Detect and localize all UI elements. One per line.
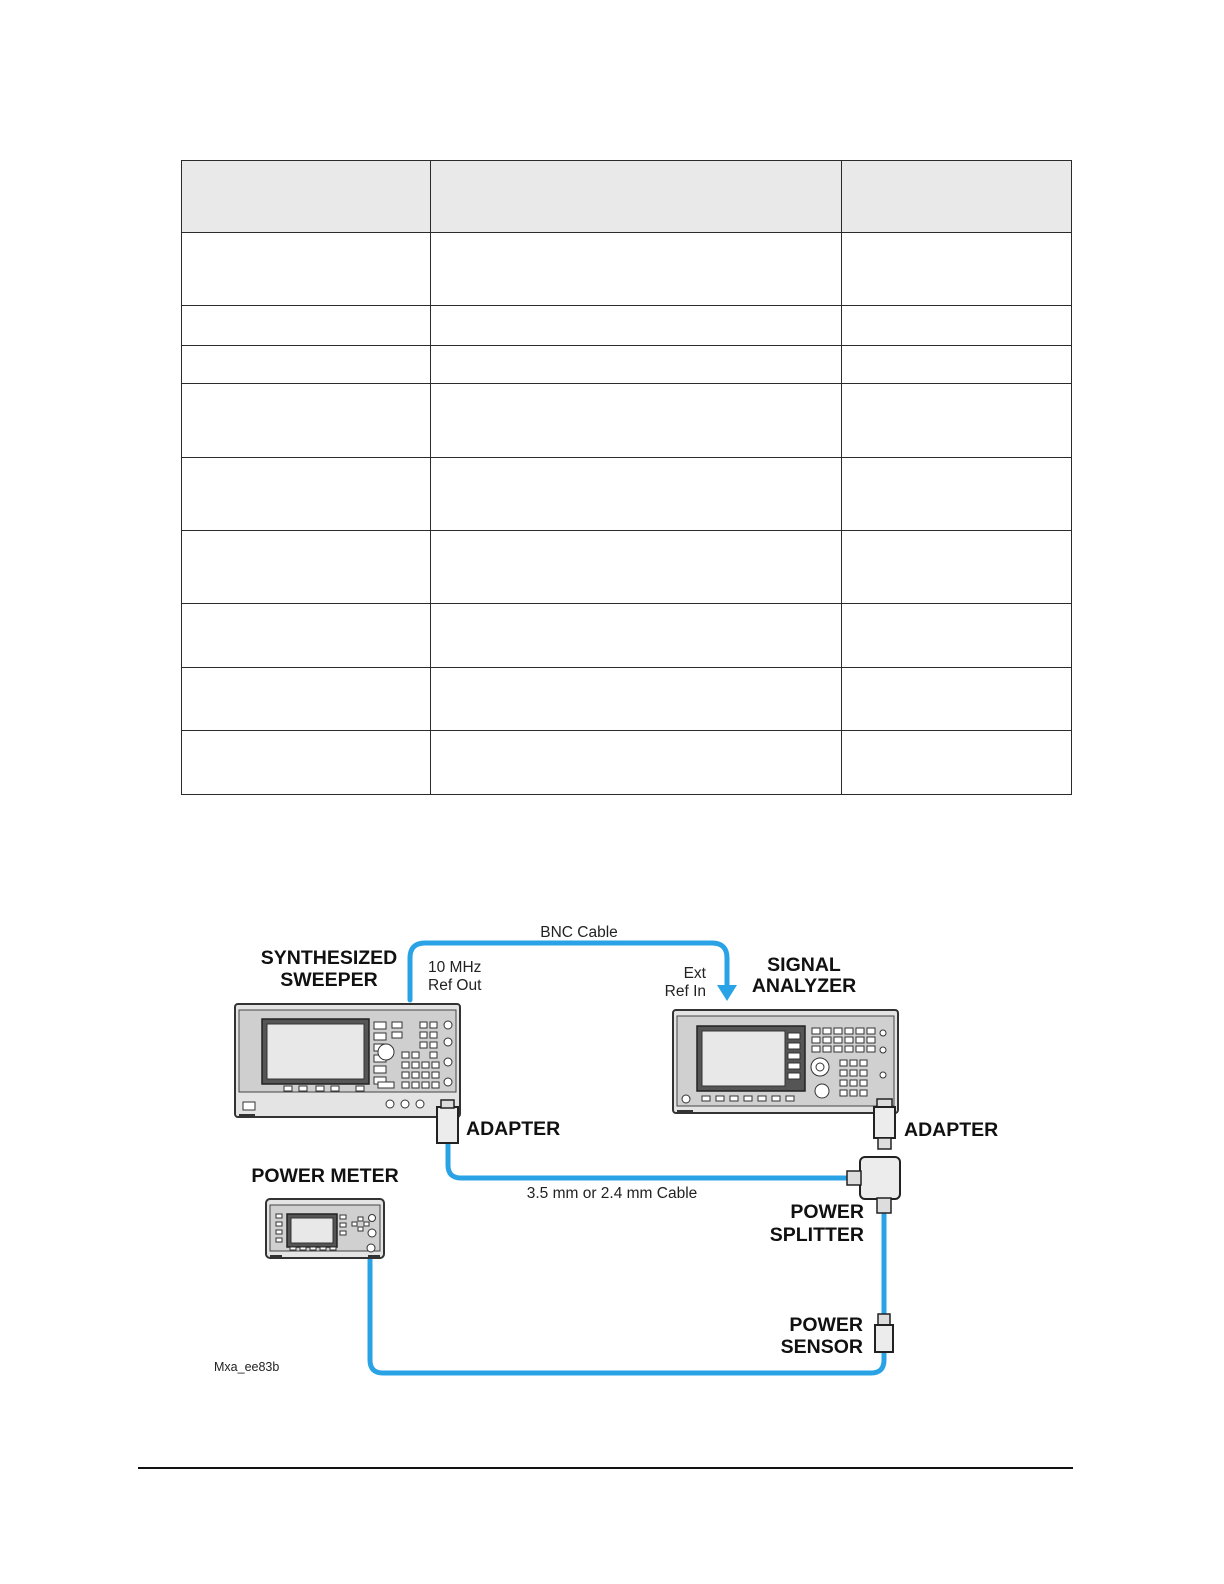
table-cell	[842, 531, 1072, 604]
power-sensor-label-line1: POWER	[789, 1314, 863, 1336]
power-meter-label: POWER METER	[251, 1165, 399, 1187]
power-sensor	[875, 1314, 893, 1352]
footer-rule	[138, 1467, 1073, 1469]
table-row	[182, 668, 1072, 731]
rf-cable	[448, 1143, 847, 1178]
table-cell	[431, 604, 842, 668]
synthesized-sweeper	[235, 1004, 460, 1118]
table-cell	[842, 384, 1072, 458]
test-setup-diagram	[0, 900, 1224, 1400]
ref-out-label-line1: 10 MHz	[428, 959, 482, 976]
table-cell	[182, 668, 431, 731]
table-row	[182, 346, 1072, 384]
table-cell	[431, 306, 842, 346]
table-cell	[182, 604, 431, 668]
table-cell	[842, 306, 1072, 346]
table-cell	[182, 306, 431, 346]
table-cell	[182, 458, 431, 531]
signal-analyzer	[673, 1010, 898, 1114]
table-cell	[842, 668, 1072, 731]
table-cell	[182, 161, 431, 233]
power-sensor-label-line2: SENSOR	[780, 1336, 863, 1358]
table-row	[182, 306, 1072, 346]
adapter-left-label: ADAPTER	[466, 1118, 561, 1140]
ext-ref-in-label-line1: Ext	[683, 965, 706, 982]
signal-analyzer-label-line1: SIGNAL	[767, 954, 841, 976]
table-row	[182, 233, 1072, 306]
table-cell	[431, 531, 842, 604]
synth-sweeper-label-line1: SYNTHESIZED	[260, 947, 398, 969]
power-splitter-label-line2: SPLITTER	[769, 1224, 864, 1246]
table-cell	[842, 458, 1072, 531]
table-cell	[182, 346, 431, 384]
table-row	[182, 731, 1072, 795]
table-cell	[431, 161, 842, 233]
table-cell	[182, 531, 431, 604]
equipment-table	[181, 160, 1072, 795]
table-cell	[182, 233, 431, 306]
table-cell	[182, 384, 431, 458]
table-row	[182, 604, 1072, 668]
table-row	[182, 384, 1072, 458]
table-cell	[431, 458, 842, 531]
table-cell	[842, 604, 1072, 668]
table-cell	[842, 346, 1072, 384]
figure-id-label: Mxa_ee83b	[214, 1360, 280, 1374]
table-cell	[431, 668, 842, 731]
adapter-left	[437, 1100, 458, 1143]
table-cell	[431, 384, 842, 458]
synth-sweeper-label-line2: SWEEPER	[280, 969, 378, 991]
table-cell	[182, 731, 431, 795]
adapter-right-label: ADAPTER	[904, 1119, 999, 1141]
signal-analyzer-label-line2: ANALYZER	[751, 975, 857, 997]
table-cell	[842, 233, 1072, 306]
bnc-cable-label: BNC Cable	[540, 924, 618, 941]
table-header-row	[182, 161, 1072, 233]
table-cell	[842, 731, 1072, 795]
table-cell	[842, 161, 1072, 233]
table-row	[182, 531, 1072, 604]
table-cell	[431, 346, 842, 384]
arrow-down-icon	[717, 985, 737, 1001]
ext-ref-in-label-line2: Ref In	[664, 983, 706, 1000]
table-cell	[431, 233, 842, 306]
power-splitter-label-line1: POWER	[790, 1201, 864, 1223]
power-meter	[266, 1199, 384, 1259]
table-row	[182, 458, 1072, 531]
table-cell	[431, 731, 842, 795]
adapter-right	[874, 1099, 895, 1149]
rf-cable-label: 3.5 mm or 2.4 mm Cable	[526, 1185, 698, 1202]
ref-out-label-line2: Ref Out	[428, 977, 482, 994]
